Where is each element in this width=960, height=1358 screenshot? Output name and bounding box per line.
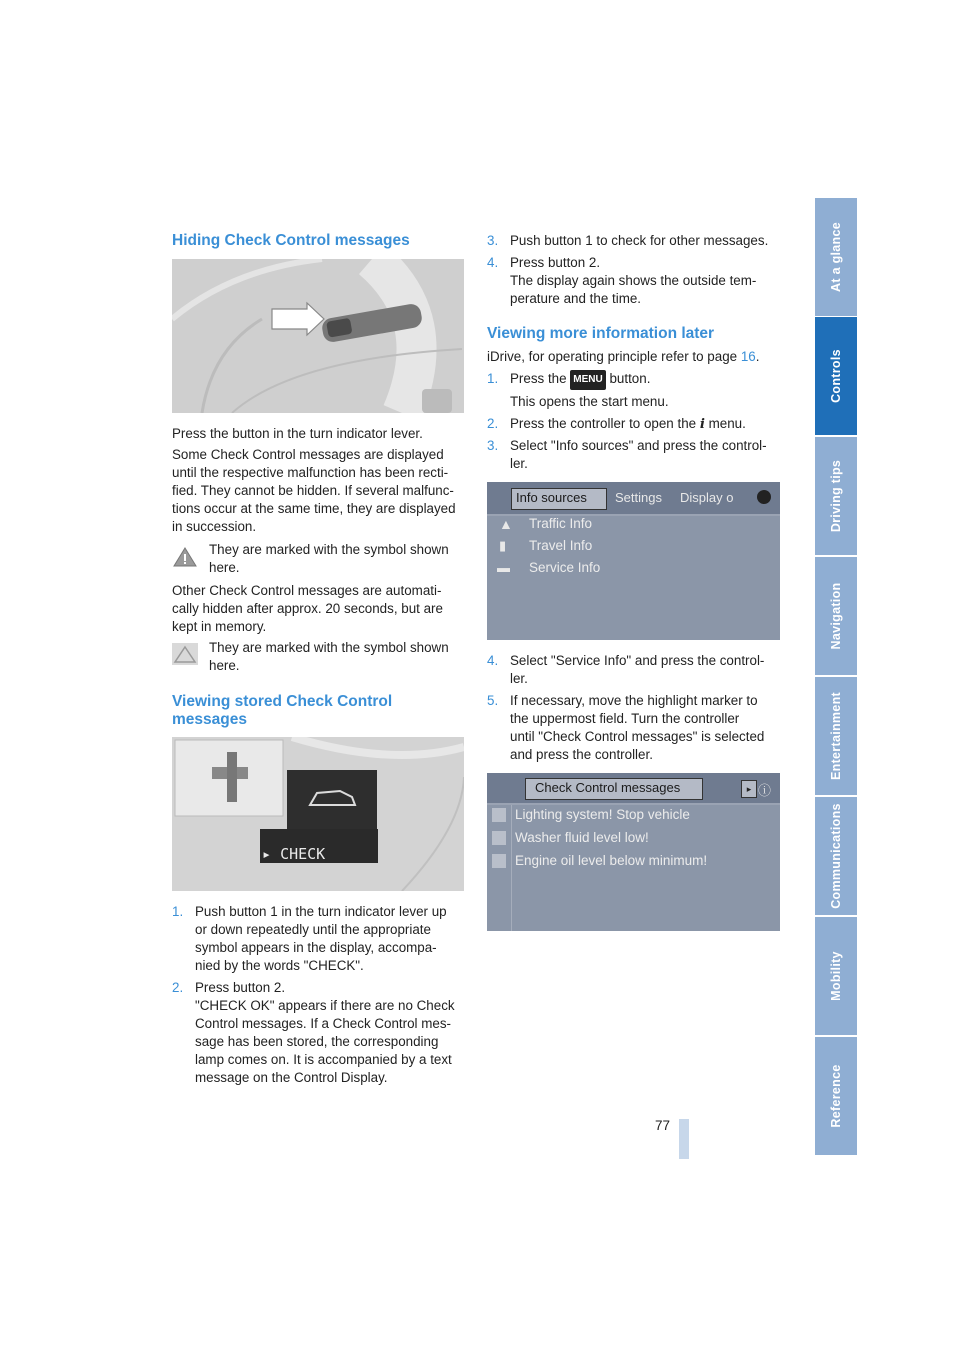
right-step-3-number: 3. bbox=[487, 438, 499, 453]
arrow-right-icon: ▸ bbox=[741, 780, 757, 798]
marked-text-2 bbox=[209, 639, 469, 675]
text-line: and press the controller. bbox=[510, 747, 653, 762]
text-line: tions occur at the same time, they are displayed bbox=[172, 501, 456, 516]
side-tab-0[interactable] bbox=[815, 198, 857, 316]
check-label: CHECK bbox=[280, 845, 326, 863]
step-1-text bbox=[195, 903, 447, 975]
s1-sub: This opens the start menu. bbox=[510, 394, 669, 409]
right-step-3-text bbox=[510, 437, 767, 473]
right-step-4-number: 4. bbox=[487, 653, 499, 668]
text-line: Push button 1 in the turn indicator lever up bbox=[195, 904, 447, 919]
step-2 bbox=[172, 979, 472, 1085]
text-line: Press button 2. bbox=[195, 980, 286, 995]
text-line: cally hidden after approx. 20 seconds, but are bbox=[172, 601, 443, 616]
step-1-number: 1. bbox=[172, 904, 184, 919]
side-tab-4[interactable] bbox=[815, 677, 857, 795]
screen1-item-0[interactable]: Traffic Info bbox=[529, 516, 593, 531]
side-tab-7[interactable] bbox=[815, 1037, 857, 1155]
side-tab-label: Communications bbox=[829, 803, 843, 909]
s2-post: menu. bbox=[704, 416, 746, 431]
warning-icon-0 bbox=[492, 808, 506, 822]
screen2-item-2[interactable]: Engine oil level below minimum! bbox=[515, 853, 708, 868]
screen1-item-2[interactable]: Service Info bbox=[529, 560, 601, 575]
side-tab-label: Entertainment bbox=[829, 692, 843, 780]
travel-icon: ▮ bbox=[499, 538, 507, 553]
text-line: ler. bbox=[510, 456, 528, 471]
step-3-text bbox=[510, 232, 768, 250]
text-line: Press button 2. bbox=[510, 255, 601, 270]
idrive-period: . bbox=[755, 349, 760, 364]
page-number: 77 bbox=[655, 1118, 671, 1133]
text-line: lamp comes on. It is accompanied by a text bbox=[195, 1052, 452, 1067]
marked-text-1 bbox=[209, 541, 469, 577]
lever-photo bbox=[172, 259, 464, 413]
right-step-5-text bbox=[510, 692, 764, 764]
text-line: Select "Info sources" and press the control- bbox=[510, 438, 767, 453]
text-line: Other Check Control messages are automati- bbox=[172, 583, 442, 598]
text-line: until the respective malfunction has been recti- bbox=[172, 465, 449, 480]
text-line: The display again shows the outside tem- bbox=[510, 273, 757, 288]
text-line: here. bbox=[209, 560, 240, 575]
text-line: Some Check Control messages are displayed bbox=[172, 447, 444, 462]
text-line: They are marked with the symbol shown bbox=[209, 542, 449, 557]
page-marker bbox=[679, 1119, 689, 1159]
side-tab-3[interactable] bbox=[815, 557, 857, 675]
warning-icon-2 bbox=[492, 854, 506, 868]
text-line: symbol appears in the display, accompa- bbox=[195, 940, 437, 955]
text-line: If necessary, move the highlight marker to bbox=[510, 693, 758, 708]
right-step-1 bbox=[487, 370, 787, 388]
right-step-4 bbox=[487, 652, 787, 686]
screen1-tab-1[interactable]: Settings bbox=[615, 490, 662, 505]
s2-pre: Press the controller to open the bbox=[510, 416, 700, 431]
text-line: the uppermost field. Turn the controller bbox=[510, 711, 740, 726]
other-cc-para bbox=[172, 582, 472, 636]
screen1-tab-0[interactable]: Info sources bbox=[516, 490, 587, 505]
screen2-item-0[interactable]: Lighting system! Stop vehicle bbox=[515, 807, 690, 822]
text-line: "CHECK OK" appears if there are no Check bbox=[195, 998, 455, 1013]
text-line: Select "Service Info" and press the control- bbox=[510, 653, 765, 668]
page-link[interactable]: 16 bbox=[740, 349, 756, 364]
side-tab-label: Controls bbox=[829, 349, 843, 403]
warning-triangle-icon bbox=[172, 546, 198, 573]
right-step-5-number: 5. bbox=[487, 693, 499, 708]
step-3-number: 3. bbox=[487, 233, 499, 248]
side-tab-5[interactable] bbox=[815, 797, 857, 915]
text-line: in succession. bbox=[172, 519, 257, 534]
s1-pre: Press the bbox=[510, 371, 571, 386]
controller-icon bbox=[757, 490, 771, 504]
text-line: perature and the time. bbox=[510, 291, 642, 306]
screen2-item-1[interactable]: Washer fluid level low! bbox=[515, 830, 649, 845]
side-tab-6[interactable] bbox=[815, 917, 857, 1035]
screen1-tab-2[interactable]: Display o bbox=[680, 490, 734, 505]
step-2-text bbox=[195, 979, 455, 1087]
text-line: Control messages. If a Check Control mes- bbox=[195, 1016, 452, 1031]
text-line: fied. They cannot be hidden. If several malfunc- bbox=[172, 483, 454, 498]
text-line: Viewing stored Check Control bbox=[172, 693, 393, 710]
menu-button-icon: MENU bbox=[570, 370, 605, 390]
check-control-screen bbox=[487, 773, 780, 931]
info-circle-icon: ⓘ bbox=[758, 783, 772, 798]
side-tab-1[interactable] bbox=[815, 317, 857, 435]
side-tab-label: Navigation bbox=[829, 582, 843, 650]
side-tab-label: Reference bbox=[829, 1064, 843, 1128]
heading-later: Viewing more information later bbox=[487, 325, 715, 342]
idrive-text bbox=[487, 348, 759, 366]
step-1 bbox=[172, 903, 472, 973]
right-step-5 bbox=[487, 692, 787, 762]
right-step-2 bbox=[487, 415, 787, 433]
screen1-item-1[interactable]: Travel Info bbox=[529, 538, 593, 553]
right-step-2-number: 2. bbox=[487, 416, 499, 431]
check-display-photo: ▸ CHECK bbox=[172, 737, 464, 891]
info-sources-screen bbox=[487, 482, 780, 640]
text-line: here. bbox=[209, 658, 240, 673]
text-line: messages bbox=[172, 711, 247, 728]
text-line: They are marked with the symbol shown bbox=[209, 640, 449, 655]
text-line: ler. bbox=[510, 671, 528, 686]
info-icon: i bbox=[699, 416, 705, 432]
step-3 bbox=[487, 232, 787, 250]
text-line: or down repeatedly until the appropriate bbox=[195, 922, 431, 937]
text-line: sage has been stored, the corresponding bbox=[195, 1034, 439, 1049]
text-line: kept in memory. bbox=[172, 619, 267, 634]
side-tab-label: Mobility bbox=[829, 951, 843, 1001]
service-icon: ▬ bbox=[497, 560, 510, 575]
text-line: until "Check Control messages" is selected bbox=[510, 729, 765, 744]
step-4-number: 4. bbox=[487, 255, 499, 270]
step-2-number: 2. bbox=[172, 980, 184, 995]
some-cc-para bbox=[172, 446, 472, 536]
text-line: message on the Control Display. bbox=[195, 1070, 388, 1085]
right-step-1-number: 1. bbox=[487, 371, 499, 386]
press-text: Press the button in the turn indicator lever. bbox=[172, 426, 423, 441]
step-4 bbox=[487, 254, 787, 306]
screen2-title[interactable]: Check Control messages bbox=[535, 780, 681, 795]
text-line: Push button 1 to check for other messages. bbox=[510, 233, 769, 248]
side-tab-2[interactable] bbox=[815, 437, 857, 555]
heading-hiding: Hiding Check Control messages bbox=[172, 232, 410, 249]
traffic-icon: ▲ bbox=[499, 516, 513, 532]
heading-stored bbox=[172, 693, 462, 729]
right-step-4-text bbox=[510, 652, 764, 688]
side-tab-label: At a glance bbox=[829, 222, 843, 292]
info-triangle-icon bbox=[172, 643, 198, 670]
idrive-sentence: iDrive, for operating principle refer to page bbox=[487, 349, 741, 364]
s1-post: button. bbox=[605, 371, 651, 386]
text-line: nied by the words "CHECK". bbox=[195, 958, 364, 973]
warning-icon-1 bbox=[492, 831, 506, 845]
right-step-3 bbox=[487, 437, 787, 471]
step-4-text bbox=[510, 254, 756, 308]
side-tab-label: Driving tips bbox=[829, 459, 843, 533]
